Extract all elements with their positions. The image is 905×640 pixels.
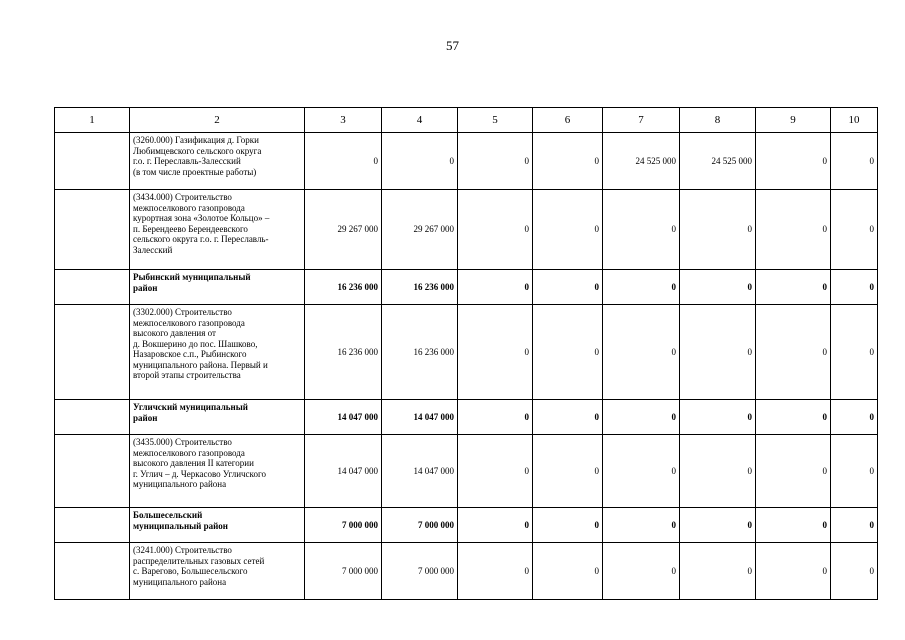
value-cell: 0 xyxy=(533,508,603,543)
value-cell: 0 xyxy=(756,305,831,400)
item-name-line: распределительных газовых сетей xyxy=(133,555,265,566)
subtotal-row xyxy=(55,270,878,305)
item-name-cell xyxy=(130,190,305,270)
value-cell: 0 xyxy=(603,400,680,435)
value-cell: 0 xyxy=(756,133,831,190)
value-cell: 0 xyxy=(680,400,756,435)
value-cell: 0 xyxy=(305,133,382,190)
value-cell: 24 525 000 xyxy=(603,133,680,190)
budget-table xyxy=(54,107,878,600)
value-cell: 0 xyxy=(831,400,878,435)
value-cell: 0 xyxy=(458,508,533,543)
value-cell: 0 xyxy=(756,508,831,543)
empty-cell xyxy=(55,305,130,400)
column-header: 6 xyxy=(533,108,603,133)
table-body xyxy=(55,133,878,600)
value-cell: 7 000 000 xyxy=(305,508,382,543)
item-name-cell xyxy=(130,133,305,190)
value-cell: 0 xyxy=(533,270,603,305)
item-name-line: (в том числе проектные работы) xyxy=(133,166,257,177)
column-header: 9 xyxy=(756,108,831,133)
item-name-line: д. Вокшерино до пос. Шашково, xyxy=(133,338,258,349)
column-header: 3 xyxy=(305,108,382,133)
item-name-line: (3434.000) Строительство xyxy=(133,192,232,202)
column-header: 1 xyxy=(55,108,130,133)
value-cell: 0 xyxy=(458,435,533,508)
item-name-cell xyxy=(130,305,305,400)
item-name-line: курортная зона «Золотое Кольцо» – xyxy=(133,213,270,223)
item-name-line: район xyxy=(133,282,158,293)
item-name-line: высокого давления II категории xyxy=(133,458,254,468)
value-cell: 0 xyxy=(533,435,603,508)
item-name-line: п. Берендеево Берендеевского xyxy=(133,223,248,234)
item-name-line: (3241.000) Строительство xyxy=(133,545,232,555)
value-cell: 0 xyxy=(831,270,878,305)
item-name-line: муниципального района. Первый и xyxy=(133,359,268,370)
item-name-line: с. Варегово, Большесельского xyxy=(133,566,248,576)
item-name-line: межпоселкового газопровода xyxy=(133,447,245,458)
item-name-line: Любимцевского сельского округа xyxy=(133,145,262,156)
empty-cell xyxy=(55,400,130,435)
value-cell: 0 xyxy=(458,543,533,600)
header-row xyxy=(55,108,878,133)
value-cell: 0 xyxy=(680,190,756,270)
value-cell: 0 xyxy=(603,305,680,400)
value-cell: 0 xyxy=(680,270,756,305)
item-name-cell xyxy=(130,400,305,435)
value-cell: 0 xyxy=(603,435,680,508)
value-cell: 16 236 000 xyxy=(305,305,382,400)
table-header xyxy=(55,108,878,133)
empty-cell xyxy=(55,543,130,600)
value-cell: 0 xyxy=(533,305,603,400)
item-name-cell xyxy=(130,270,305,305)
item-name-cell xyxy=(130,435,305,508)
value-cell: 0 xyxy=(831,305,878,400)
item-name-cell xyxy=(130,543,305,600)
column-header: 2 xyxy=(130,108,305,133)
value-cell: 0 xyxy=(756,190,831,270)
item-name-line: г.о. г. Переславль-Залесский xyxy=(133,156,241,166)
value-cell: 0 xyxy=(533,400,603,435)
value-cell: 0 xyxy=(603,508,680,543)
value-cell: 24 525 000 xyxy=(680,133,756,190)
table-row xyxy=(55,305,878,400)
item-name-line: высокого давления от xyxy=(133,328,216,338)
subtotal-row xyxy=(55,508,878,543)
empty-cell xyxy=(55,508,130,543)
value-cell: 0 xyxy=(458,270,533,305)
subtotal-row xyxy=(55,400,878,435)
value-cell: 0 xyxy=(603,270,680,305)
value-cell: 0 xyxy=(756,543,831,600)
value-cell: 0 xyxy=(756,435,831,508)
value-cell: 7 000 000 xyxy=(305,543,382,600)
value-cell: 0 xyxy=(831,435,878,508)
value-cell: 0 xyxy=(680,305,756,400)
value-cell: 0 xyxy=(458,400,533,435)
value-cell: 0 xyxy=(680,543,756,600)
value-cell: 0 xyxy=(680,508,756,543)
value-cell: 14 047 000 xyxy=(305,400,382,435)
item-name-line: межпоселкового газопровода xyxy=(133,317,245,328)
value-cell: 29 267 000 xyxy=(305,190,382,270)
item-name-line: Большесельский xyxy=(133,510,203,520)
value-cell: 0 xyxy=(533,190,603,270)
table-row xyxy=(55,435,878,508)
value-cell: 16 236 000 xyxy=(382,270,458,305)
page-number: 57 xyxy=(446,38,459,53)
item-name-line: межпоселкового газопровода xyxy=(133,202,245,213)
column-header: 5 xyxy=(458,108,533,133)
value-cell: 0 xyxy=(756,400,831,435)
value-cell: 7 000 000 xyxy=(382,543,458,600)
value-cell: 7 000 000 xyxy=(382,508,458,543)
value-cell: 16 236 000 xyxy=(382,305,458,400)
item-name-line: второй этапы строительства xyxy=(133,370,241,380)
empty-cell xyxy=(55,190,130,270)
item-name-line: муниципальный район xyxy=(133,520,228,531)
item-name-line: муниципального района xyxy=(133,479,227,489)
item-name-line: район xyxy=(133,412,158,423)
item-name-line: сельского округа г.о. г. Переславль- xyxy=(133,234,269,244)
item-name-line: г. Углич – д. Черкасово Угличского xyxy=(133,468,266,479)
item-name-line: Залесский xyxy=(133,244,173,255)
value-cell: 29 267 000 xyxy=(382,190,458,270)
item-name-line: Угличский муниципальный xyxy=(133,402,248,412)
value-cell: 14 047 000 xyxy=(382,400,458,435)
item-name-line: Рыбинский муниципальный xyxy=(133,272,251,282)
value-cell: 14 047 000 xyxy=(305,435,382,508)
value-cell: 0 xyxy=(831,133,878,190)
value-cell: 14 047 000 xyxy=(382,435,458,508)
empty-cell xyxy=(55,270,130,305)
item-name-cell xyxy=(130,508,305,543)
value-cell: 0 xyxy=(533,543,603,600)
value-cell: 0 xyxy=(458,305,533,400)
value-cell: 0 xyxy=(458,190,533,270)
item-name-line: Назаровское с.п., Рыбинского xyxy=(133,349,247,359)
item-name-line: (3302.000) Строительство xyxy=(133,307,232,317)
column-header: 8 xyxy=(680,108,756,133)
value-cell: 0 xyxy=(831,190,878,270)
value-cell: 0 xyxy=(756,270,831,305)
table-row xyxy=(55,543,878,600)
item-name-line: (3260.000) Газификация д. Горки xyxy=(133,135,259,145)
value-cell: 0 xyxy=(458,133,533,190)
value-cell: 0 xyxy=(680,435,756,508)
table-row xyxy=(55,133,878,190)
table-row xyxy=(55,190,878,270)
value-cell: 0 xyxy=(603,543,680,600)
value-cell: 16 236 000 xyxy=(305,270,382,305)
empty-cell xyxy=(55,435,130,508)
column-header: 4 xyxy=(382,108,458,133)
value-cell: 0 xyxy=(831,508,878,543)
value-cell: 0 xyxy=(831,543,878,600)
item-name-line: муниципального района xyxy=(133,576,227,587)
item-name-line: (3435.000) Строительство xyxy=(133,437,232,447)
value-cell: 0 xyxy=(533,133,603,190)
column-header: 7 xyxy=(603,108,680,133)
value-cell: 0 xyxy=(382,133,458,190)
value-cell: 0 xyxy=(603,190,680,270)
empty-cell xyxy=(55,133,130,190)
column-header: 10 xyxy=(831,108,878,133)
